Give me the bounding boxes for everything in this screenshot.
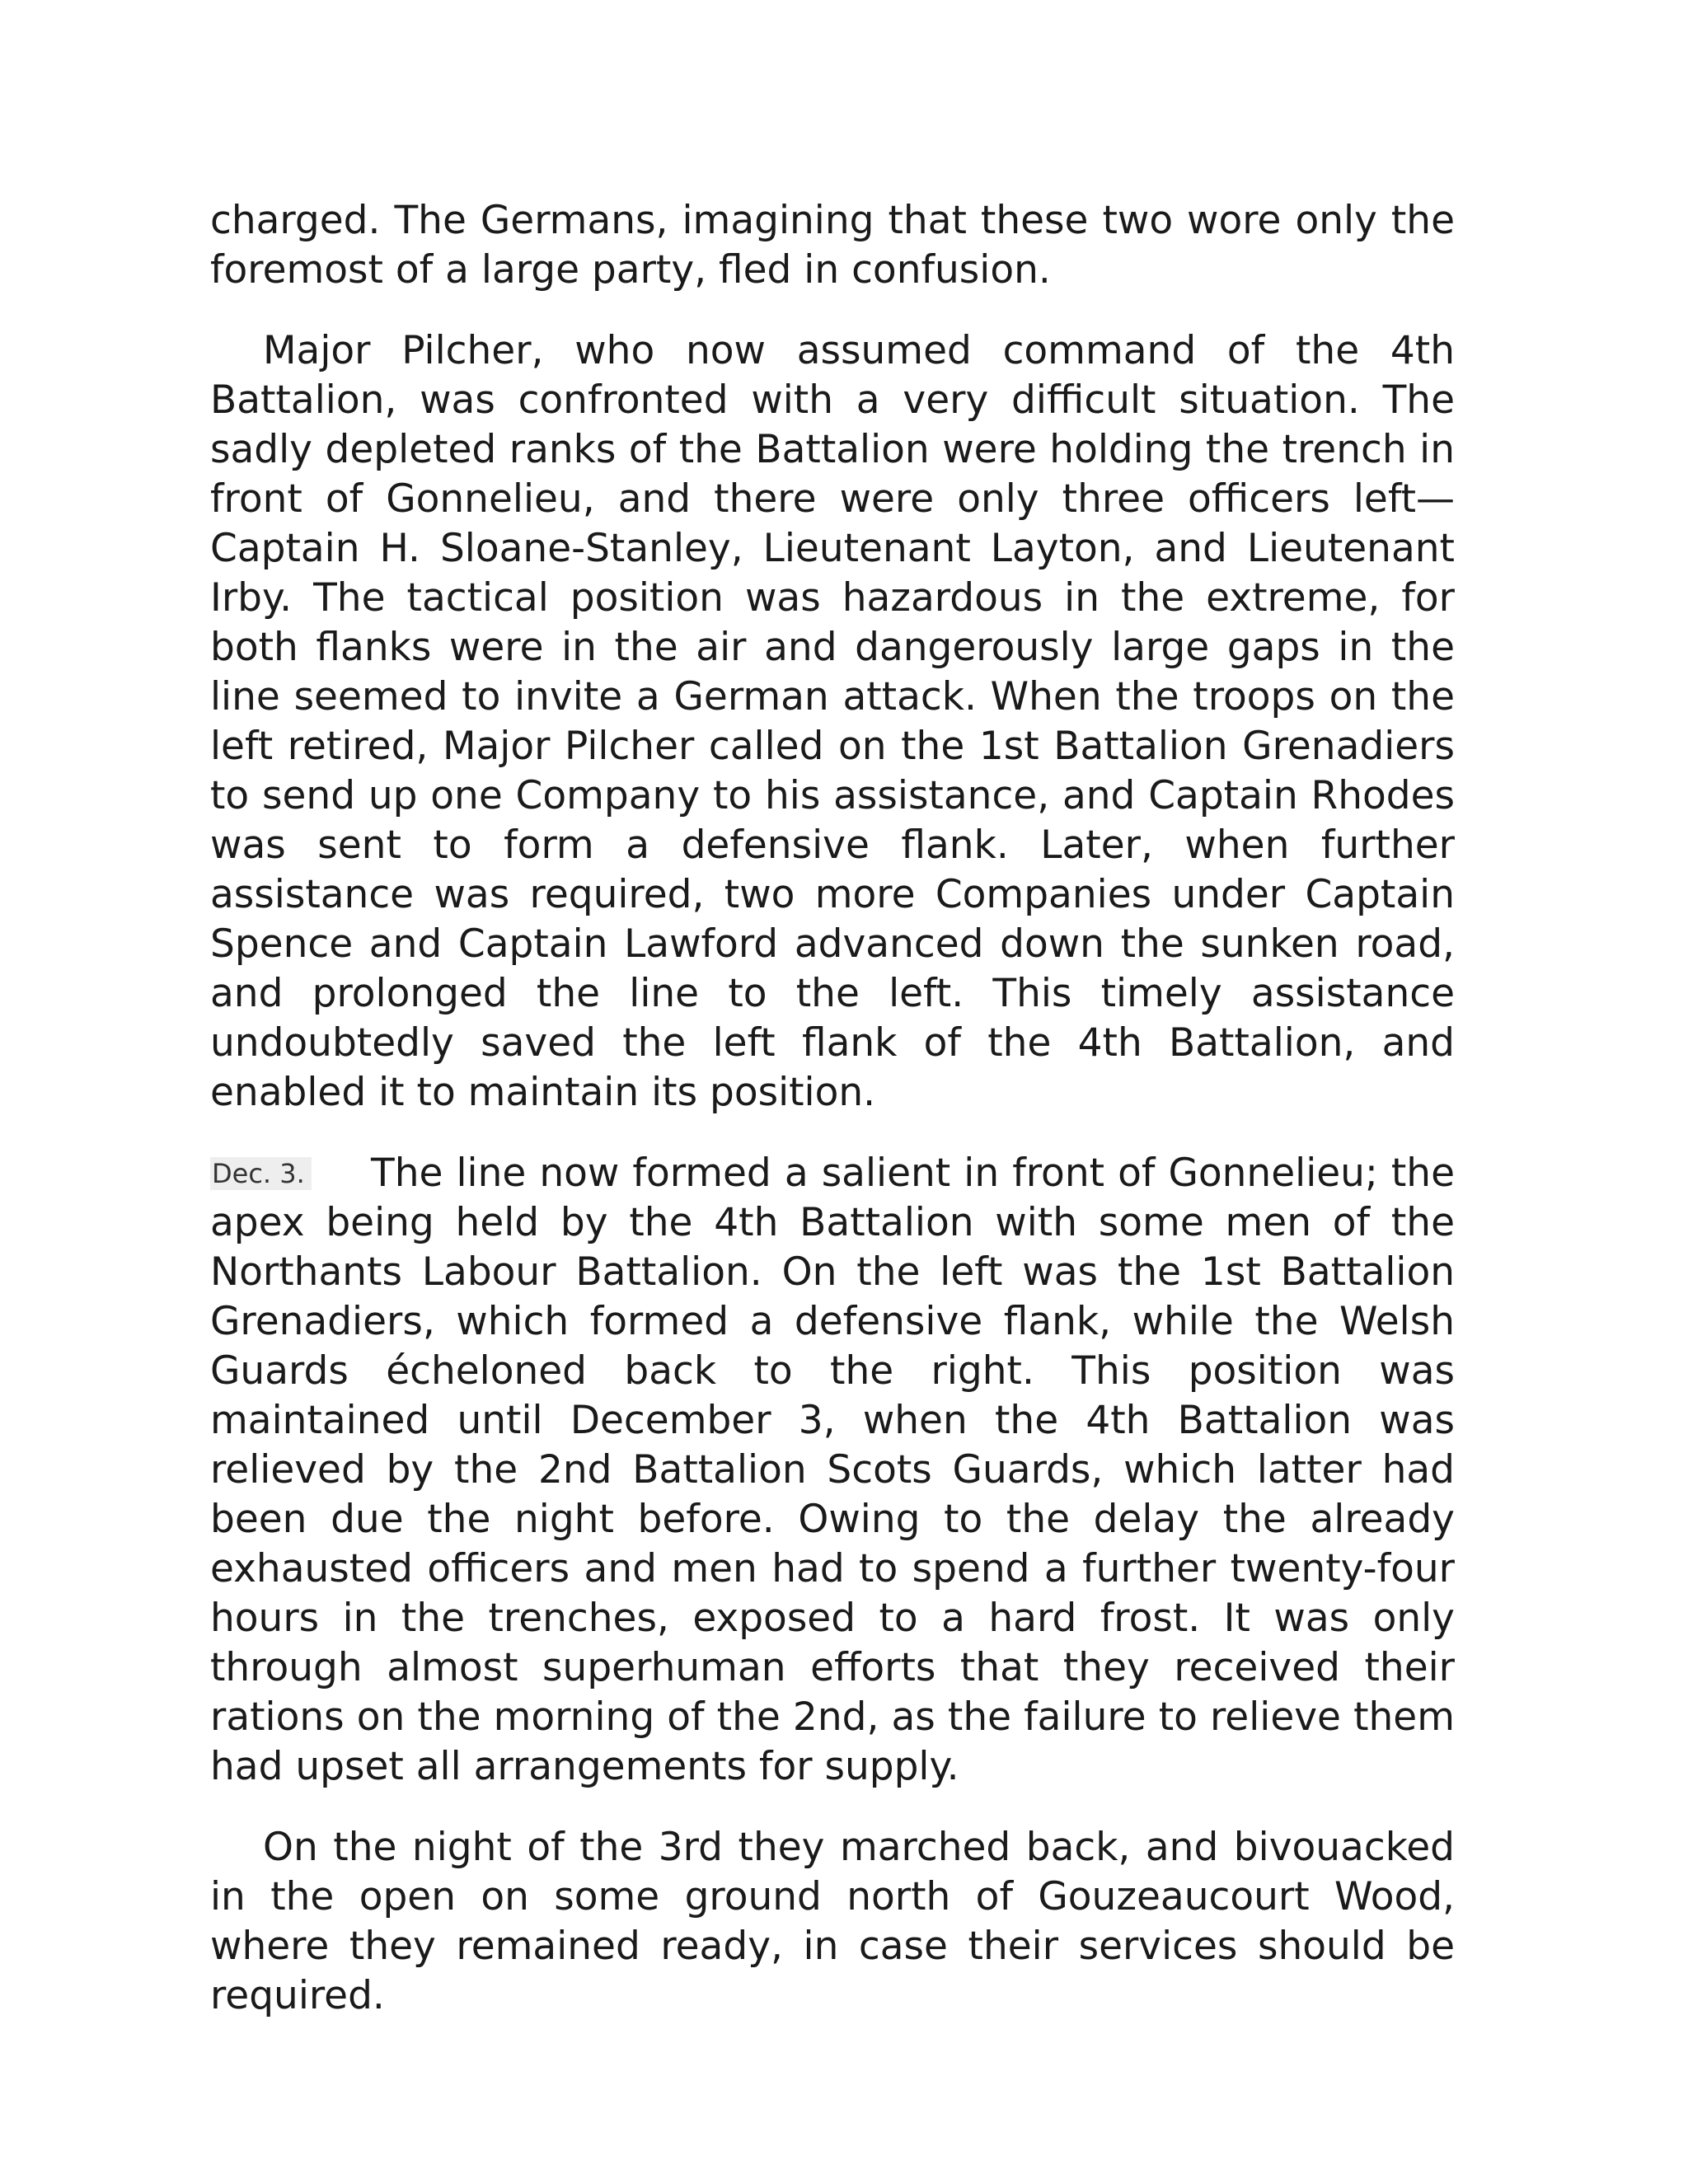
- paragraph-salient-text: The line now formed a salient in front of Gonnelieu; the apex being held by the 4th Battalion with some men of the Northants Labour Battalion. On the left was the 1st Battalion Grenadiers, which formed a defensive flank, while the Welsh Guards écheloned back to the right. This position was maintained until December 3, when the 4th Battalion was relieved by the 2nd Battalion Scots Guards, which latter had been due the night before. Owing to the delay the already exhausted officers and men had to spend a further twenty-four hours in the trenches, exposed to a hard frost. It was only through almost superhuman efforts that they received their rations on the morning of the 2nd, as the failure to relieve them had upset all arrangements for supply.: [210, 1151, 1455, 1789]
- margin-date-note: Dec. 3.: [210, 1157, 312, 1190]
- paragraph-salient: [210, 1149, 1455, 1792]
- paragraph-night-march: On the night of the 3rd they marched back, and bivouacked in the open on some ground north of Gouzeaucourt Wood, where they remained ready, in case their services should be required.: [210, 1825, 1455, 2018]
- paragraph-major-pilcher: Major Pilcher, who now assumed command of the 4th Battalion, was confronted with a very difficult situation. The sadly depleted ranks of the Battalion were holding the trench in front of Gonnelieu, and there were only three officers left—Captain H. Sloane-Stanley, Lieutenant Layton, and Lieutenant Irby. The tactical position was hazardous in the extreme, for both flanks were in the air and dangerously large gaps in the line seemed to invite a German attack. When the troops on the left retired, Major Pilcher called on the 1st Battalion Grenadiers to send up one Company to his assistance, and Captain Rhodes was sent to form a defensive flank. Later, when further assistance was required, two more Companies under Captain Spence and Captain Lawford advanced down the sunken road, and prolonged the line to the left. This timely assistance undoubtedly saved the left flank of the 4th Battalion, and enabled it to maintain its position.: [210, 328, 1455, 1115]
- paragraph-continuation: charged. The Germans, imagining that these two wore only the foremost of a large party, fled in confusion.: [210, 198, 1455, 293]
- body-text: [210, 196, 1455, 2052]
